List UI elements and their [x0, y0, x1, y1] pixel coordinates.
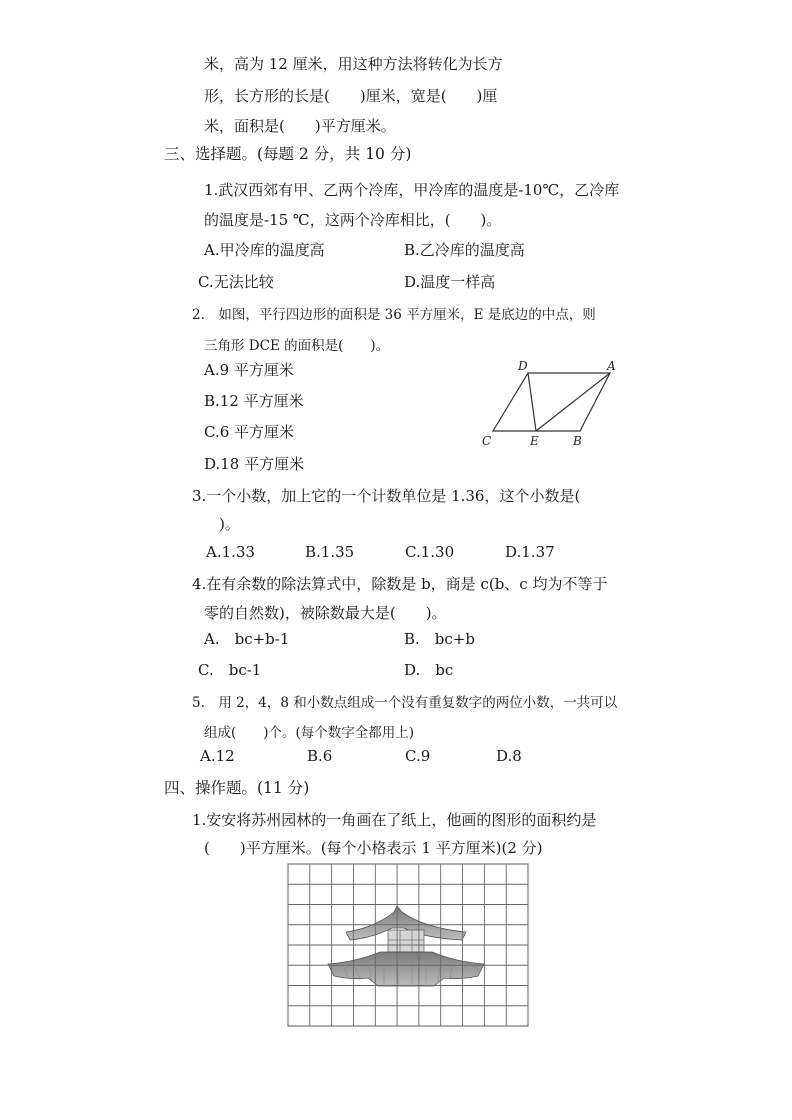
- segment-de: [528, 373, 536, 431]
- section4-title: 四、操作题。(11 分): [164, 779, 310, 797]
- q5-option-b: B.6: [307, 747, 333, 765]
- q3-line-1: 3.一个小数，加上它的一个计数单位是 1.36，这个小数是(: [192, 487, 581, 505]
- q5-option-a: A.12: [200, 747, 235, 765]
- q4-option-a: A. bc+b-1: [204, 630, 290, 648]
- q2-line-2: 三角形 DCE 的面积是( )。: [204, 338, 390, 354]
- q2-option-c: C.6 平方厘米: [204, 423, 295, 441]
- label-c: C: [482, 434, 492, 448]
- q5-line-2: 组成( )个。(每个数字全都用上): [204, 725, 415, 741]
- q1-option-a: A.甲冷库的温度高: [204, 241, 325, 259]
- q1-option-d: D.温度一样高: [404, 273, 496, 291]
- section3-title: 三、选择题。(每题 2 分，共 10 分): [164, 145, 412, 163]
- s4-q1-line-2: ( )平方厘米。(每个小格表示 1 平方厘米)(2 分): [204, 839, 543, 857]
- q3-option-c: C.1.30: [405, 543, 455, 561]
- q3-option-a: A.1.33: [206, 543, 255, 561]
- q4-option-d: D. bc: [404, 661, 454, 679]
- top-line-1: 米，高为 12 厘米，用这种方法将转化为长方: [204, 55, 503, 73]
- q4-option-c: C. bc-1: [198, 661, 262, 679]
- top-line-2: 形，长方形的长是( )厘米，宽是( )厘: [204, 87, 498, 105]
- s4-q1-line-1: 1.安安将苏州园林的一角画在了纸上，他画的图形的面积约是: [192, 811, 597, 829]
- parallelogram-figure: [470, 356, 630, 452]
- q1-option-b: B.乙冷库的温度高: [404, 241, 525, 259]
- top-line-3: 米，面积是( )平方厘米。: [204, 117, 396, 135]
- q3-line-2: )。: [204, 515, 240, 533]
- q5-option-d: D.8: [496, 747, 522, 765]
- q4-line-2: 零的自然数)，被除数最大是( )。: [204, 604, 447, 622]
- label-a: A: [607, 359, 616, 373]
- q1-line-1: 1.武汉西郊有甲、乙两个冷库，甲冷库的温度是-10℃，乙冷库: [204, 181, 620, 199]
- q1-line-2: 的温度是-15 ℃，这两个冷库相比，( )。: [204, 211, 502, 229]
- label-e: E: [530, 434, 539, 448]
- pavilion-picture: [328, 906, 484, 986]
- q1-option-c: C.无法比较: [198, 273, 274, 291]
- q2-line-1: 2. 如图，平行四边形的面积是 36 平方厘米，E 是底边的中点，则: [192, 307, 596, 323]
- q2-option-b: B.12 平方厘米: [204, 392, 304, 410]
- q4-line-1: 4.在有余数的除法算式中，除数是 b，商是 c(b、c 均为不等于: [192, 575, 608, 593]
- q3-option-b: B.1.35: [305, 543, 355, 561]
- q5-option-c: C.9: [405, 747, 431, 765]
- q2-option-d: D.18 平方厘米: [204, 455, 305, 473]
- grid-figure: [284, 860, 532, 1030]
- segment-ea: [536, 373, 610, 431]
- q2-option-a: A.9 平方厘米: [204, 361, 294, 379]
- q3-option-d: D.1.37: [505, 543, 555, 561]
- parallelogram-shape: [493, 373, 610, 431]
- q5-line-1: 5. 用 2，4，8 和小数点组成一个没有重复数字的两位小数，一共可以: [192, 695, 618, 711]
- q4-option-b: B. bc+b: [404, 630, 475, 648]
- label-b: B: [573, 434, 582, 448]
- label-d: D: [518, 359, 528, 373]
- square-grid: [288, 864, 528, 1026]
